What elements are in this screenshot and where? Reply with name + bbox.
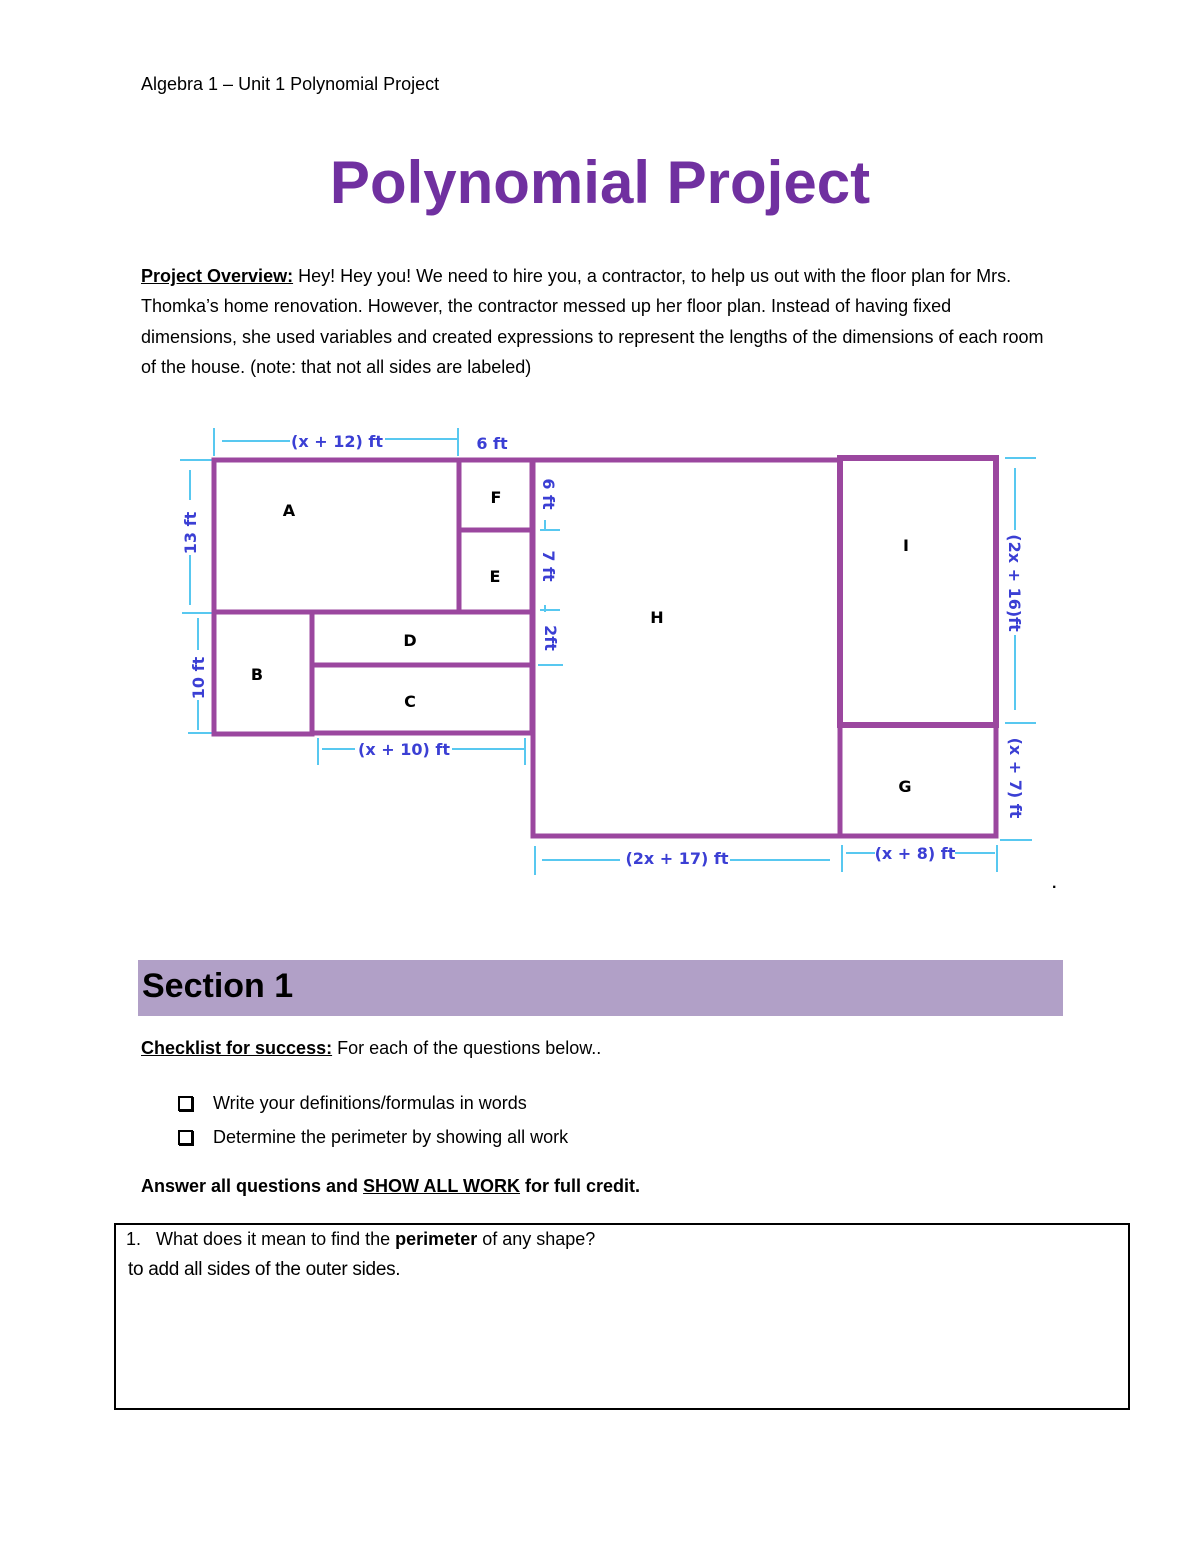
stray-mark: . <box>1052 875 1057 892</box>
question-text-end: of any shape? <box>477 1229 596 1249</box>
checklist-text: For each of the questions below.. <box>332 1038 602 1058</box>
section-header <box>138 960 1063 1016</box>
page-header: Algebra 1 – Unit 1 Polynomial Project <box>141 74 440 94</box>
room-label-g: G <box>898 777 912 796</box>
instructions-emphasis: SHOW ALL WORK <box>363 1176 521 1196</box>
page-title: Polynomial Project <box>329 149 871 216</box>
dim-a-left: 13 ft <box>181 511 200 555</box>
checklist-item-label: Write your definitions/formulas in words <box>213 1093 527 1113</box>
room-label-d: D <box>403 631 417 650</box>
dim-g-right: (x + 7) ft <box>1006 737 1025 819</box>
dim-e-right: 7 ft <box>539 550 558 582</box>
checkbox-icon[interactable] <box>178 1130 193 1145</box>
dim-i-right: (2x + 16)ft <box>1005 534 1024 632</box>
question-keyword: perimeter <box>395 1229 478 1249</box>
checklist-intro <box>141 1038 601 1059</box>
checklist-item-label: Determine the perimeter by showing all work <box>213 1127 569 1147</box>
overview-label: Project Overview: <box>141 266 294 286</box>
room-c-wall <box>312 665 532 733</box>
checkbox-icon[interactable] <box>178 1096 193 1111</box>
dim-d-right: 2ft <box>541 625 560 651</box>
room-g-wall <box>840 725 996 836</box>
instructions <box>141 1176 640 1197</box>
question-1-box[interactable] <box>114 1223 1130 1410</box>
checklist-label: Checklist for success: <box>141 1038 333 1058</box>
room-label-h: H <box>650 608 664 627</box>
section-title: Section 1 <box>142 967 294 1005</box>
room-label-e: E <box>489 567 501 586</box>
room-h-wall <box>533 460 840 836</box>
room-d-wall <box>312 612 532 665</box>
instructions-text: Answer all questions and <box>141 1176 364 1196</box>
question-text: What does it mean to find the <box>156 1229 396 1249</box>
dim-f-right: 6 ft <box>539 478 558 510</box>
dim-g-bottom: (x + 8) ft <box>874 844 956 863</box>
room-i-wall <box>840 458 996 725</box>
room-walls <box>214 458 996 836</box>
checklist-item[interactable] <box>178 1127 568 1148</box>
dim-f-top: 6 ft <box>476 434 508 453</box>
answer-1[interactable]: to add all sides of the outer sides. <box>128 1259 401 1280</box>
dim-a-top: (x + 12) ft <box>291 432 383 451</box>
overview-text: Hey! Hey you! We need to hire you, a contractor, to help us out with the floor plan for Mrs. Thomka’s home renovation. However, the contractor messed up her floor plan. Instead of having fixed dimensions, she used variables and created expressions to represent the lengths of the dimensions of each room of the house. (note: that not all sides are labeled) <box>141 266 1044 377</box>
room-label-a: A <box>282 501 296 520</box>
dim-h-bottom: (2x + 17) ft <box>625 849 729 868</box>
room-label-c: C <box>404 692 416 711</box>
question-number: 1. <box>126 1229 142 1249</box>
checklist-item[interactable] <box>178 1093 527 1114</box>
dimension-lines <box>180 428 1036 875</box>
dim-c-bottom: (x + 10) ft <box>358 740 450 759</box>
instructions-text-end: for full credit. <box>520 1176 641 1196</box>
room-label-b: B <box>250 665 264 684</box>
question-1 <box>126 1229 595 1250</box>
room-label-f: F <box>490 488 502 507</box>
room-a-wall <box>214 460 459 612</box>
room-label-i: I <box>903 536 909 555</box>
dim-b-left: 10 ft <box>189 656 208 700</box>
